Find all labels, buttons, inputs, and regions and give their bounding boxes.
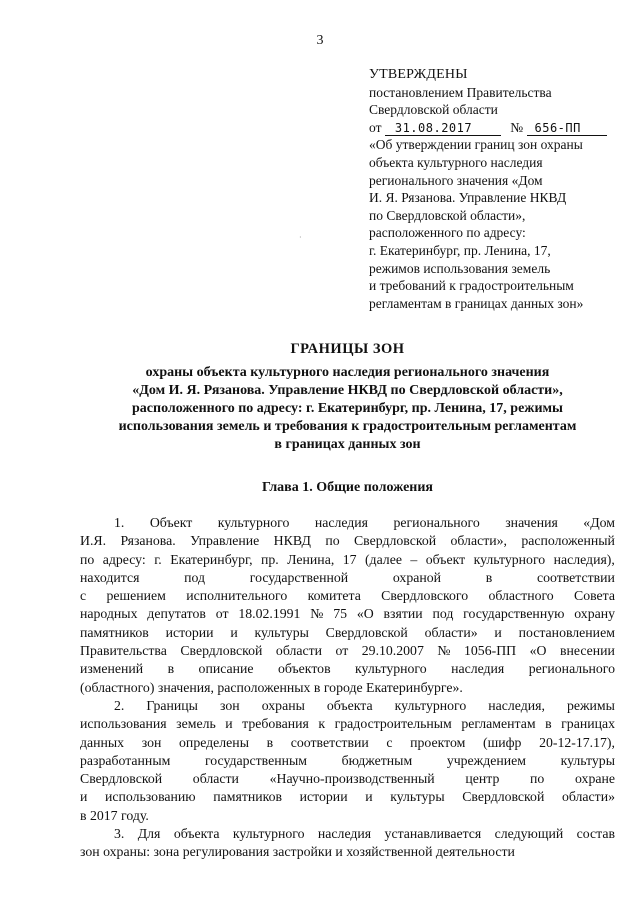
- title-line: охраны объекта культурного наследия регионального значения: [145, 365, 550, 380]
- paragraph: [80, 697, 615, 825]
- title-subtitle: [80, 364, 615, 454]
- paragraph-line: использования земель и требования к градостроительным регламентам в границах: [80, 716, 615, 732]
- paragraph-line: с решением исполнительного комитета Свердловского областного Совета: [80, 588, 615, 604]
- document-title: [80, 341, 615, 454]
- paragraph-line: разработанным государственным бюджетным учреждением культуры: [80, 752, 615, 768]
- approval-subject-line: и требований к градостроительным: [369, 278, 574, 294]
- paragraph-line: по адресу: г. Екатеринбург, пр. Ленина, 17 (далее – объект культурного наследия),: [80, 551, 615, 567]
- paragraph-line: зон охраны: зона регулирования застройки и хозяйственной деятельности: [80, 844, 515, 860]
- paragraph: [80, 825, 615, 862]
- paragraph-line: изменений в описание объектов культурного наследия регионального: [80, 661, 615, 677]
- paragraph-line: (областного) значения, расположенных в городе Екатеринбурге».: [80, 679, 463, 695]
- approval-date: 31.08.2017: [385, 121, 501, 136]
- approval-block: [369, 66, 619, 312]
- paragraph: [80, 514, 615, 697]
- body-text: [80, 514, 615, 862]
- paragraph-line: памятников истории и культуры Свердловской области» и постановлением: [80, 624, 615, 640]
- approval-subject-line: И. Я. Рязанова. Управление НКВД: [369, 190, 567, 206]
- approval-heading: УТВЕРЖДЕНЫ: [369, 67, 468, 82]
- approval-subject-line: расположенного по адресу:: [369, 225, 526, 241]
- approval-subject-line: г. Екатеринбург, пр. Ленина, 17,: [369, 242, 551, 258]
- paragraph-line: данных зон определены в соответствии с проектом (шифр 20-12-17.17),: [80, 734, 615, 750]
- paragraph-line: И.Я. Рязанова. Управление НКВД по Свердловской области», расположенный: [80, 533, 615, 549]
- paragraph-line: народных депутатов от 18.02.1991 № 75 «О взятии под государственную охрану: [80, 606, 615, 622]
- date-prefix: от: [369, 119, 382, 135]
- paragraph-line: 2. Границы зон охраны объекта культурного наследия, режимы: [114, 697, 615, 713]
- approval-subject: [369, 136, 619, 312]
- paragraph-line: 1. Объект культурного наследия регионального значения «Дом: [114, 515, 615, 530]
- approval-subject-line: регламентам в границах данных зон»: [369, 295, 584, 311]
- paragraph-line: Правительства Свердловской области от 29.10.2007 № 1056-ПП «О внесении: [80, 643, 615, 659]
- approval-line: Свердловской области: [369, 102, 498, 118]
- approval-subject-line: режимов использования земель: [369, 260, 551, 276]
- page-number: 3: [316, 33, 324, 48]
- paragraph-line: находится под государственной охраной в соответствии: [80, 569, 615, 585]
- number-prefix: №: [510, 119, 524, 135]
- approval-subject-line: регионального значения «Дом: [369, 172, 543, 188]
- title-line: в границах данных зон: [274, 437, 421, 452]
- paragraph-line: 3. Для объекта культурного наследия устанавливается следующий состав: [114, 826, 615, 842]
- paragraph-line: в 2017 году.: [80, 807, 149, 823]
- paragraph-line: Свердловской области «Научно-производственный центр по охране: [80, 771, 615, 787]
- title-line: расположенного по адресу: г. Екатеринбург, пр. Ленина, 17, режимы: [132, 401, 563, 416]
- scan-mark: ·: [299, 233, 302, 242]
- approval-number: 656-ПП: [527, 121, 607, 136]
- title-line: использования земель и требования к градостроительным регламентам: [118, 419, 577, 434]
- approval-subject-line: «Об утверждении границ зон охраны: [369, 137, 583, 153]
- paragraph-line: и использованию памятников истории и культуры Свердловской области»: [80, 789, 615, 805]
- approval-date-line: [369, 119, 619, 137]
- chapter-title: Глава 1. Общие положения: [261, 480, 433, 495]
- approval-subject-line: по Свердловской области»,: [369, 207, 526, 223]
- title-line: «Дом И. Я. Рязанова. Управление НКВД по Свердловской области»,: [132, 383, 563, 398]
- title-main: ГРАНИЦЫ ЗОН: [290, 341, 405, 357]
- approval-line: постановлением Правительства: [369, 84, 552, 100]
- approval-subject-line: объекта культурного наследия: [369, 154, 543, 170]
